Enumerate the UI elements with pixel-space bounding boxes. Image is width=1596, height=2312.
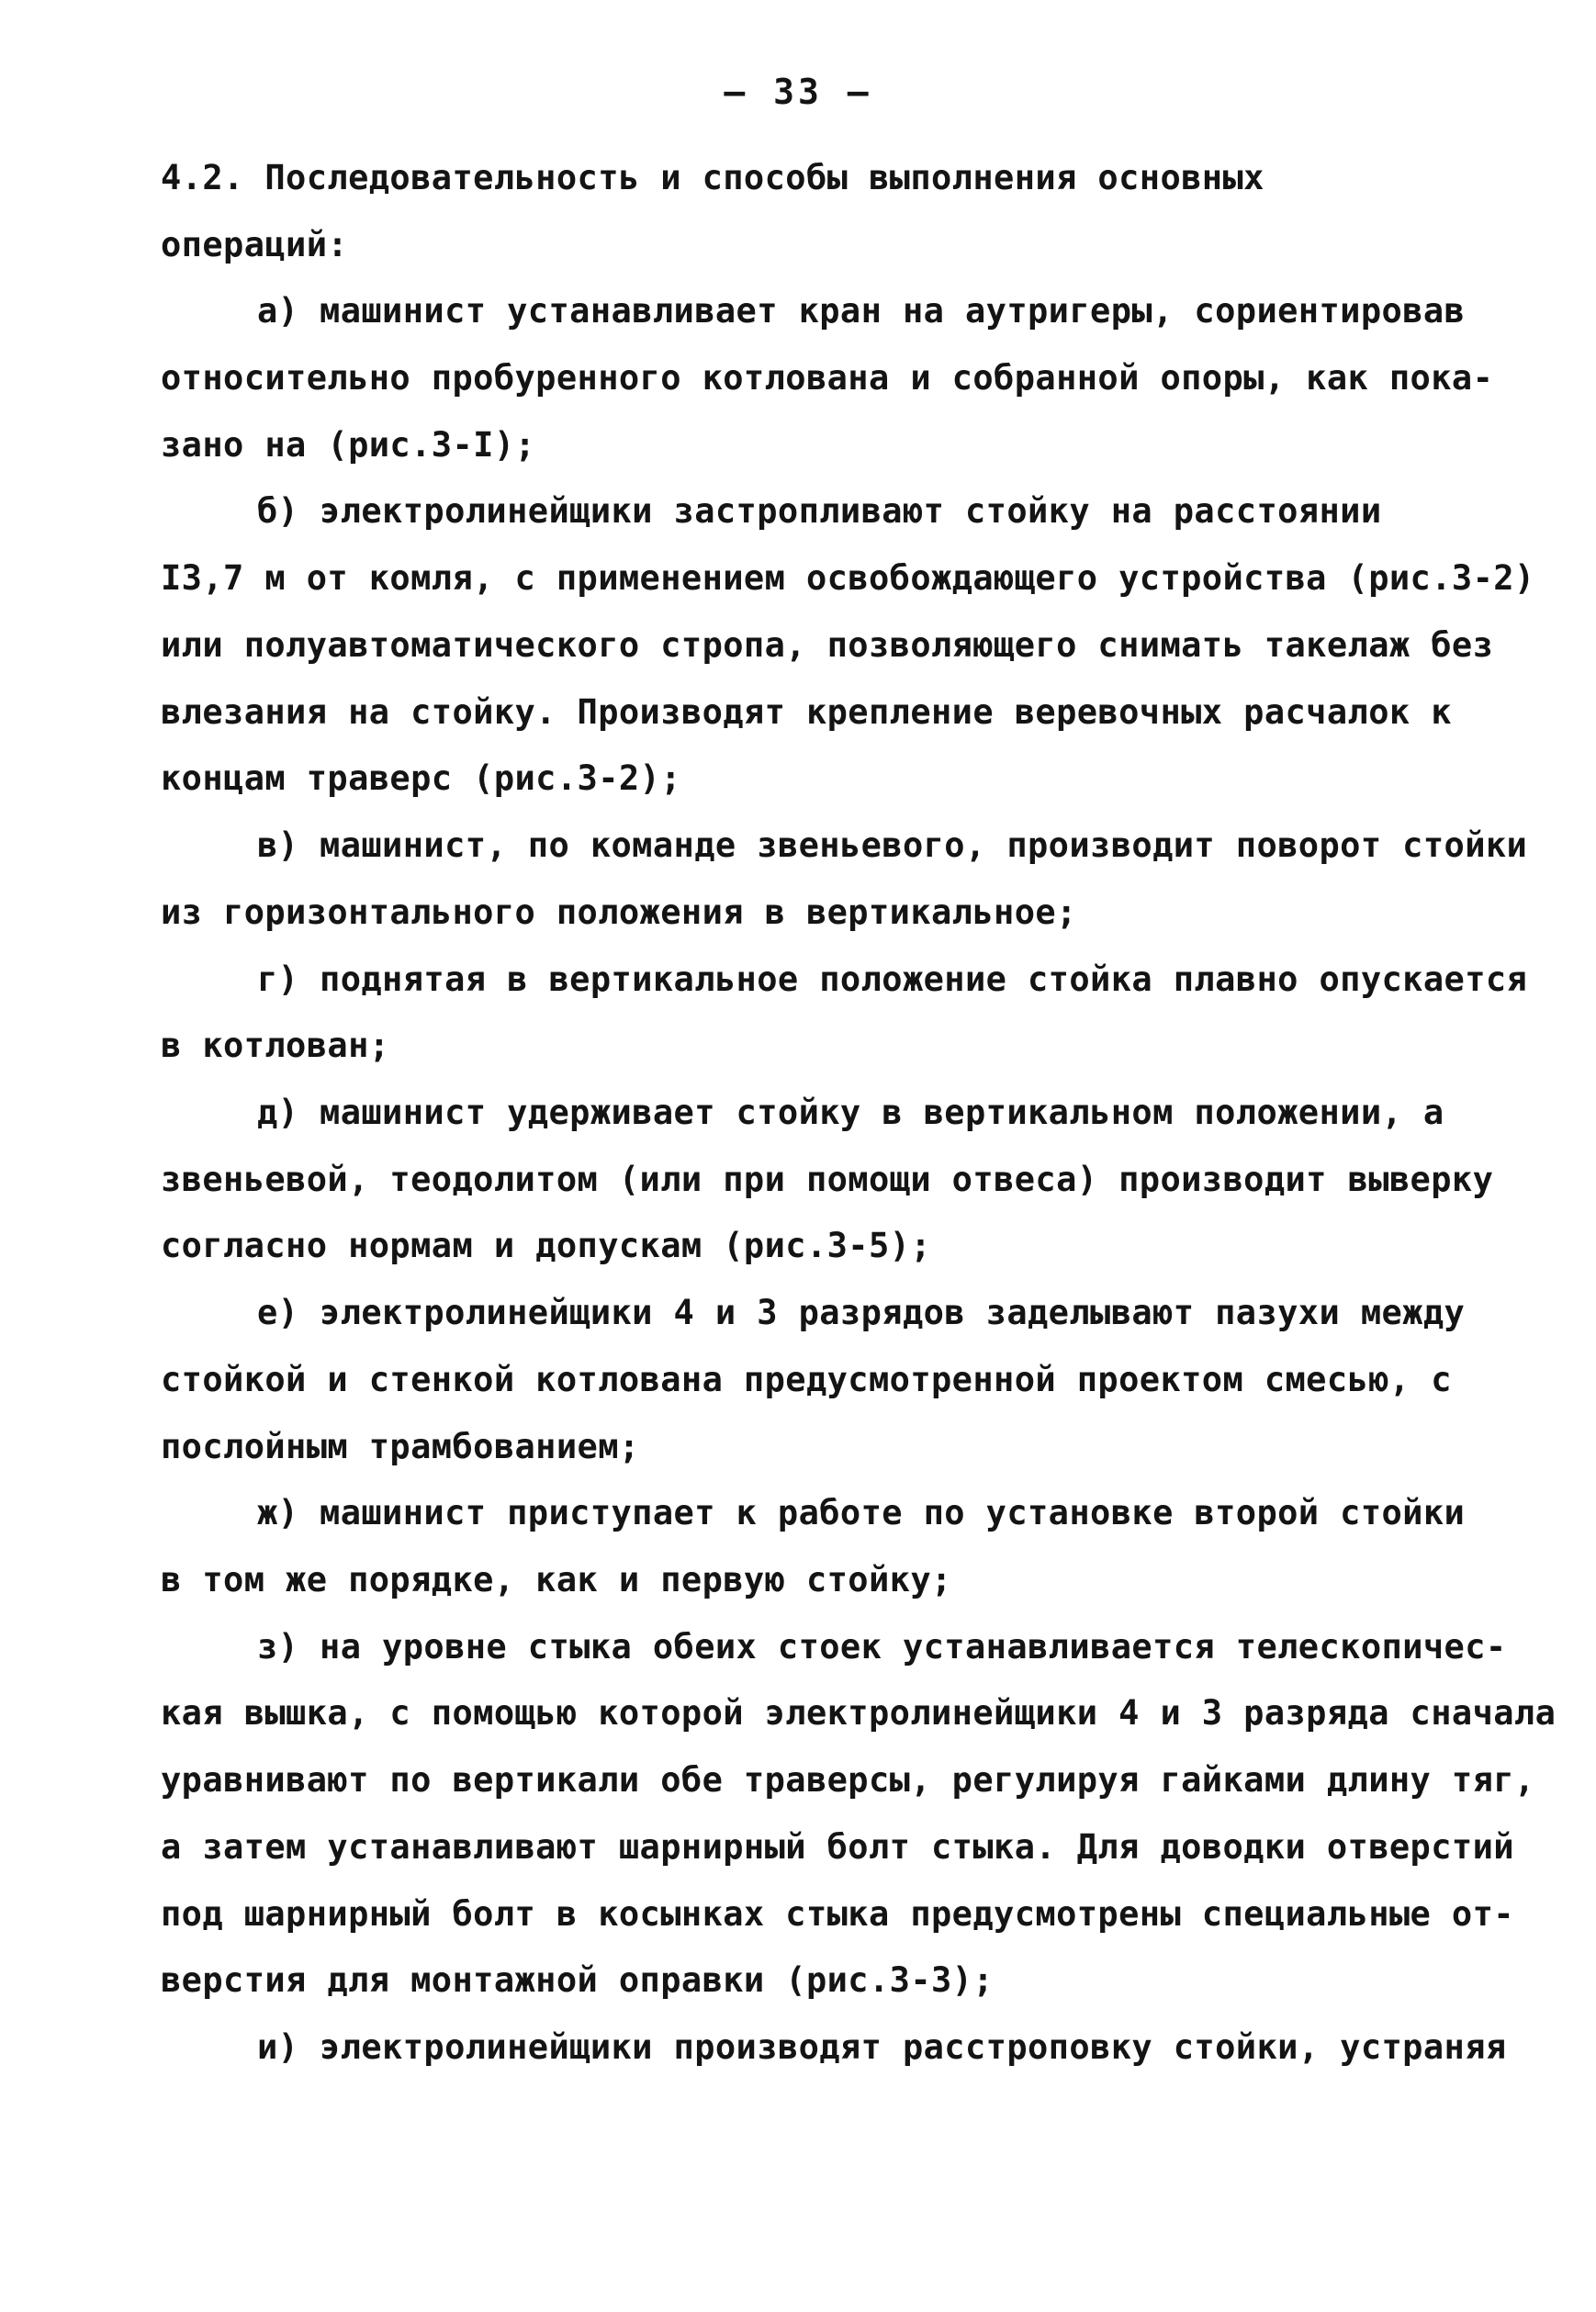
section-heading-line: 4.2. Последовательность и способы выполнения основных — [161, 158, 1264, 197]
text-line: I3,7 м от комля, с применением освобождающего устройства (рис.3-2) — [161, 558, 1535, 598]
text-line: относительно пробуренного котлована и собранной опоры, как пока- — [161, 358, 1494, 398]
list-item-i: и) электролинейщики производят расстроповку стойки, устраняя — [257, 2027, 1507, 2067]
text-line: под шарнирный болт в косынках стыка предусмотрены специальные от- — [161, 1894, 1514, 1934]
page-number: – 33 – — [724, 72, 872, 112]
text-line: согласно нормам и допускам (рис.3-5); — [161, 1226, 932, 1265]
text-line: звеньевой, теодолитом (или при помощи отвеса) производит выверку — [161, 1160, 1494, 1199]
text-line: стойкой и стенкой котлована предусмотренной проектом смесью, с — [161, 1360, 1452, 1399]
text-line: а затем устанавливают шарнирный болт стыка. Для доводки отверстий — [161, 1827, 1514, 1867]
text-line: уравнивают по вертикали обе траверсы, регулируя гайками длину тяг, — [161, 1760, 1535, 1800]
list-item-d: д) машинист удерживает стойку в вертикальном положении, а — [257, 1093, 1444, 1132]
text-line: операций: — [161, 225, 349, 264]
text-line: зано на (рис.3-I); — [161, 425, 536, 465]
list-item-zh: ж) машинист приступает к работе по установке второй стойки — [257, 1493, 1466, 1532]
text-line: кая вышка, с помощью которой электролинейщики 4 и 3 разряда сначала — [161, 1693, 1557, 1733]
text-line: послойным трамбованием; — [161, 1427, 640, 1466]
text-line: в котлован; — [161, 1026, 390, 1065]
list-item-b: б) электролинейщики застропливают стойку на расстоянии — [257, 491, 1382, 531]
text-line: из горизонтального положения в вертикальное; — [161, 892, 1077, 932]
list-item-e: е) электролинейщики 4 и 3 разрядов заделывают пазухи между — [257, 1293, 1466, 1332]
list-item-v: в) машинист, по команде звеньевого, производит поворот стойки — [257, 825, 1528, 865]
text-line: концам траверс (рис.3-2); — [161, 758, 681, 798]
text-line: или полуавтоматического стропа, позволяющего снимать такелаж без — [161, 625, 1494, 665]
text-line: верстия для монтажной оправки (рис.3-3); — [161, 1960, 995, 2000]
text-line: влезания на стойку. Производят крепление веревочных расчалок к — [161, 692, 1452, 732]
list-item-z: з) на уровне стыка обеих стоек устанавливается телескопичес- — [257, 1627, 1507, 1667]
list-item-a: а) машинист устанавливает кран на аутригеры, сориентировав — [257, 291, 1466, 331]
text-line: в том же порядке, как и первую стойку; — [161, 1560, 952, 1599]
list-item-g: г) поднятая в вертикальное положение стойка плавно опускается — [257, 960, 1528, 999]
